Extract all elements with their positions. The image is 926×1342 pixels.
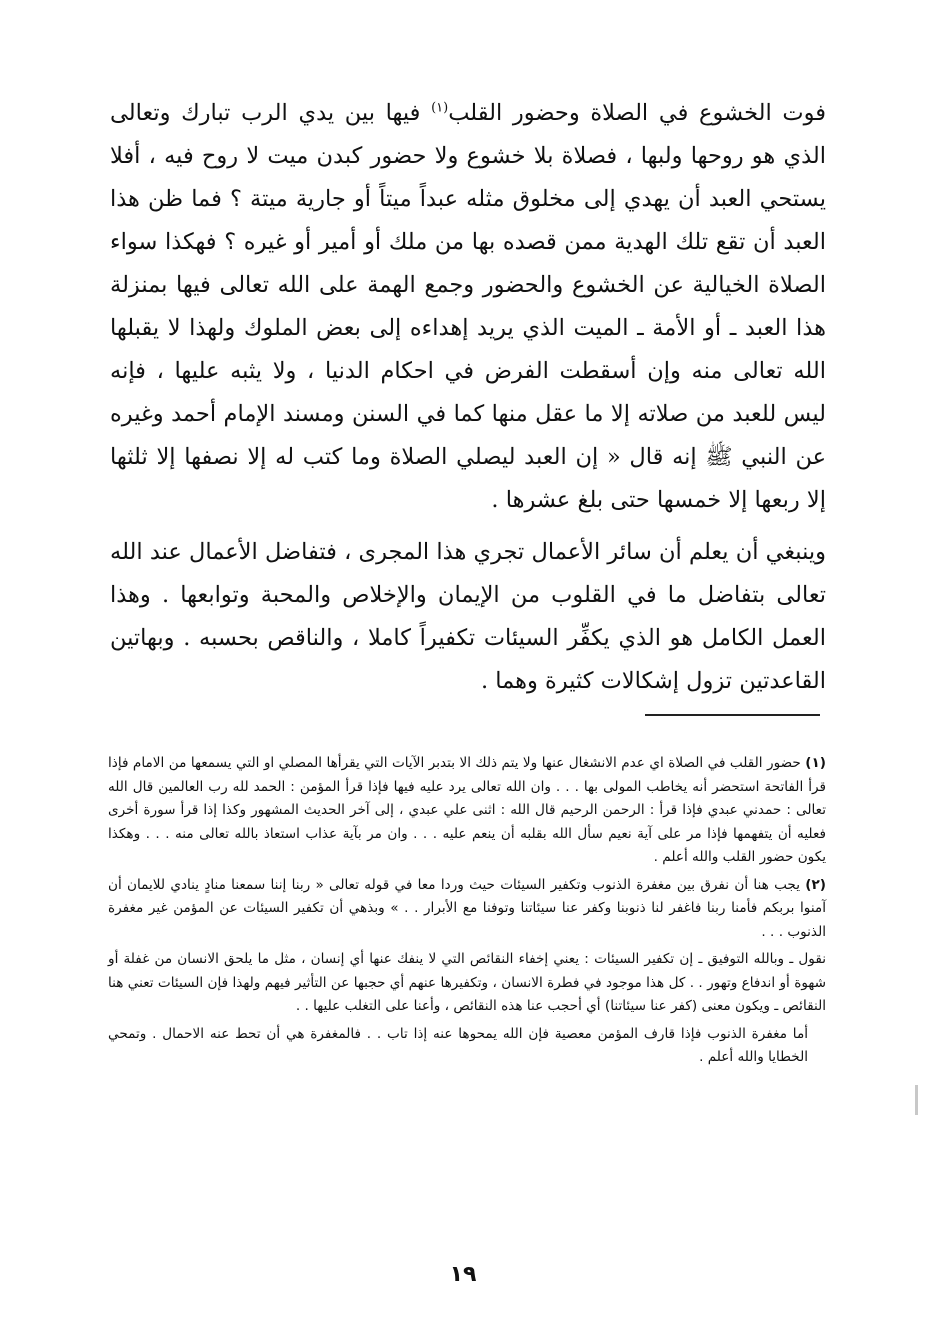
- paragraph-1-body: فيها بين يدي الرب تبارك وتعالى الذي هو روحها ولبها ، فصلاة بلا خشوع ولا حضور كبدن ميت لا روح فيه ، أفلا يستحي العبد أن يهدي إلى مخلوق مثله عبداً ميتاً أو جارية ميتة ؟ فما ظن هذا العبد أن تقع تلك الهدية ممن قصده بها من ملك أو أمير أو غيره ؟ فهكذا سواء الصلاة الخيالية عن الخشوع والحضور وجمع الهمة على الله تعالى فيها بمنزلة هذا العبد ـ أو الأمة ـ الميت الذي يريد إهداءه إلى بعض الملوك ولهذا لا يقبلها الله تعالى منه وإن أسقطت الفرض في احكام الدنيا ، ولا يثبه عليها ، فإنه ليس للعبد من صلاته إلا ما عقل منها كما في السنن ومسند الإمام أحمد وغيره عن النبي ﷺ إنه قال « إن العبد ليصلي الصلاة وما كتب له إلا نصفها إلا ثلثها إلا ربعها إلا خمسها حتى بلغ عشرها .: [110, 100, 826, 513]
- main-text-block: [110, 92, 826, 703]
- footnote-2-continuation-2: أما مغفرة الذنوب فإذا قارف المؤمن معصية فإن الله يمحوها عنه إذا تاب . . فالمغفرة هي أن تحط عنه الاحمال . وتمحي الخطايا والله أعلم .: [108, 1025, 808, 1065]
- page-number: ١٩: [449, 1262, 477, 1287]
- scan-edge-mark: [915, 1085, 918, 1115]
- main-paragraph-1: [110, 92, 826, 522]
- footnote-1: [108, 752, 826, 870]
- footnote-2-continuation-1: نقول ـ وبالله التوفيق ـ إن تكفير السيئات : يعني إخفاء النقائص التي لا ينفك عنها أي إنسان ، مثل ما يلحق الانسان من غفلة أو شهوة أو اندفاع وتهور . . كل هذا موجود في فطرة الانسان ، وتكفيرها عنهم أي حجبها عن التأثير فيهم ولهذا فإن السيئات تعني هنا النقائص ـ ويكون معنى (كفر عنا سيئاتنا) أي أحجب عنا هذه النقائص ، وأعنا على التغلب عليها . .: [108, 951, 826, 1014]
- footnote-2-number: (٢): [805, 876, 826, 893]
- footnote-2-text: يجب هنا أن نفرق بين مغفرة الذنوب وتكفير السيئات حيث وردا معا في قوله تعالى « ربنا إننا سمعنا منادٍ ينادي للايمان أن آمنوا بربكم فأمنا ربنا فاغفر لنا ذنوبنا وكفر عنا سيئاتنا وتوفنا مع الأبرار . . » وبذهي أن تكفير السيئات عن المؤمن غير مغفرة الذنوب . . .: [108, 876, 826, 940]
- footnote-1-number: (١): [805, 755, 826, 771]
- paragraph-1-opening: فوت الخشوع في الصلاة وحضور القلب: [448, 100, 826, 126]
- footnote-reference-1[interactable]: (١): [431, 100, 449, 116]
- footnote-1-text: حضور القلب في الصلاة اي عدم الانشغال عنها ولا يتم ذلك الا بتدبر الآيات التي يقرأها المصلي او التي يسمعها من الامام فإذا قرأ الفاتحة استحضر أنه يخاطب المولى بها . . . وان الله تعالى يرد عليه فيها فإذا قرأ المؤمن : الحمد لله رب العالمين قال الله تعالى : حمدني عبدي فإذا قرأ : الرحمن الرحيم قال الله : اثنى علي عبدي ، إلى آخر الحديث المشهور وكذا إذا قرأ سورة أخرى فعليه أن يتفهمها فإذا مر على آية نعيم سأل الله بقلبه أن ينعم عليه . . . وان مر بآية عذاب استعاذ بالله تعالى منه . . . وهكذا يكون حضور القلب والله أعلم .: [108, 755, 826, 865]
- main-paragraph-2: وينبغي أن يعلم أن سائر الأعمال تجري هذا المجرى ، فتفاضل الأعمال عند الله تعالى بتفاضل ما في القلوب من الإيمان والإخلاص والمحبة وتوابعها . وهذا العمل الكامل هو الذي يكفِّر السيئات تكفيراً كاملا ، والناقص بحسبه . وبهاتين القاعدتين تزول إشكالات كثيرة وهما .: [110, 539, 826, 694]
- footnote-separator: [645, 714, 820, 716]
- footnote-2: [108, 874, 826, 945]
- footnotes-block: [108, 752, 826, 1070]
